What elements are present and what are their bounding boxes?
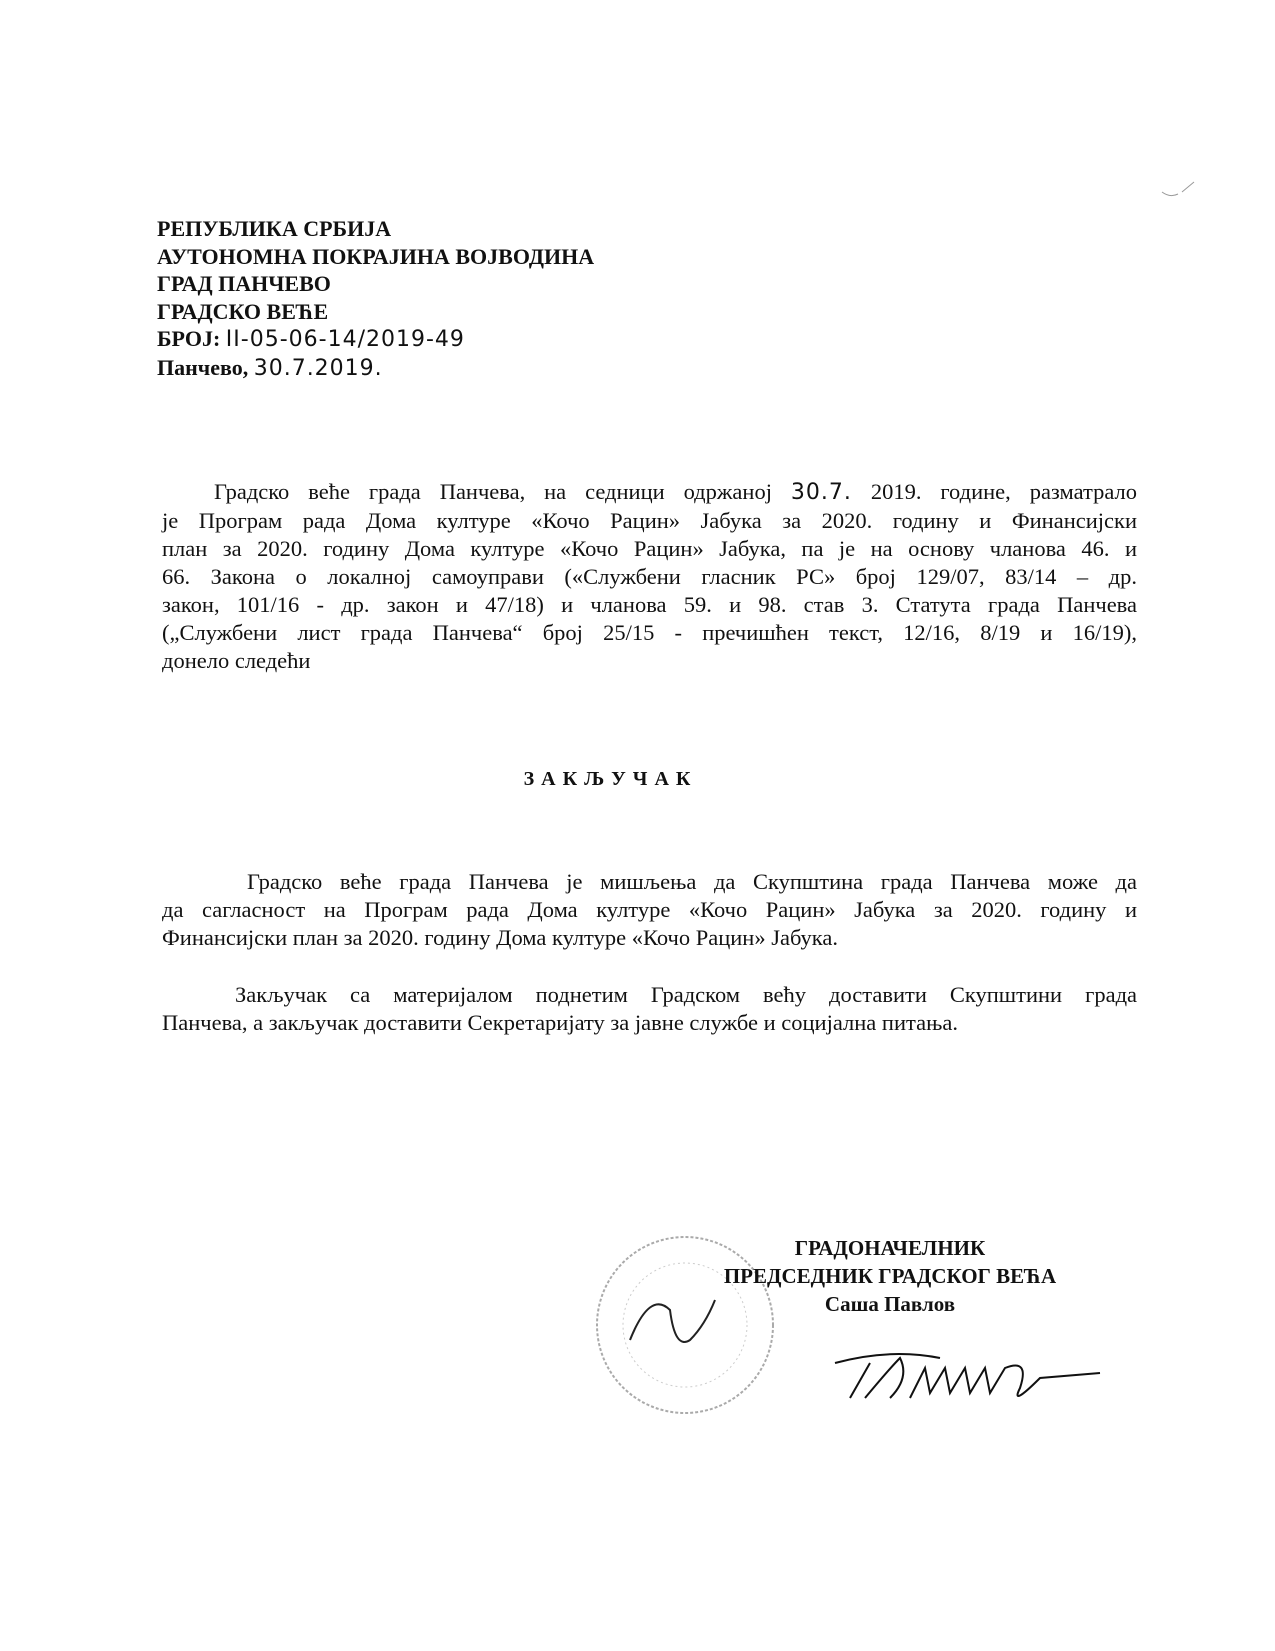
signature-block [700, 1234, 1080, 1318]
document-number: БРОЈ: II-05-06-14/2019-49 [157, 326, 465, 352]
document-date: Панчево, 30.7.2019. [157, 354, 383, 381]
document-title: З А К Љ У Ч А К [523, 768, 692, 790]
header-line: ГРАД ПАНЧЕВО [157, 271, 331, 296]
signatory-name: Саша Павлов [824, 1292, 956, 1316]
handwritten-date: 30.7.2019. [253, 355, 383, 381]
signatory-title: ПРЕДСЕДНИК ГРАДСКОГ ВЕЋА [723, 1264, 1057, 1288]
document-header [157, 215, 594, 382]
handwritten-signature [830, 1348, 1110, 1413]
handwritten-number: II-05-06-14/2019-49 [225, 327, 465, 352]
paragraph-conclusion: Градско веће града Панчева је мишљења да Скупштина града Панчева може да да сагласност на Програм рада Дома културе «Кочо Рацин» Јабука за 2020. годину и Финансијски план за 2020. годину Дома културе «Кочо Рацин» Јабука. [162, 869, 1137, 950]
header-line: ГРАДСКО ВЕЋЕ [157, 298, 329, 324]
paragraph-preamble: Градско веће града Панчева, на седници одржаној 30.7. 2019. године, разматрало је Програм рада Дома културе «Кочо Рацин» Јабука за 2020. годину и Финансијски план за 2020. годину Дома културе «Кочо Рацин» Јабука, па је на основу чланова 46. и 66. Закона о локалној самоуправи («Службени гласник РС» број 129/07, 83/14 – др. закон, 101/16 - др. закон и 47/18) и чланова 59. и 98. став 3. Статута града Панчева („Службени лист града Панчева“ број 25/15 - пречишћен текст, 12/16, 8/19 и 16/19), донело следећи [162, 479, 1138, 673]
header-line: РЕПУБЛИКА СРБИЈА [157, 216, 392, 241]
scan-mark [1160, 180, 1200, 215]
paragraph-delivery: Закључак са материјалом поднетим Градском већу доставити Скупштини града Панчева, а закључак доставити Секретаријату за јавне службе и социјална питања. [162, 982, 1137, 1035]
signatory-title: ГРАДОНАЧЕЛНИК [794, 1236, 986, 1260]
handwritten-session-date: 30.7. [790, 480, 852, 505]
header-line: АУТОНОМНА ПОКРАЈИНА ВОЈВОДИНА [157, 243, 595, 269]
